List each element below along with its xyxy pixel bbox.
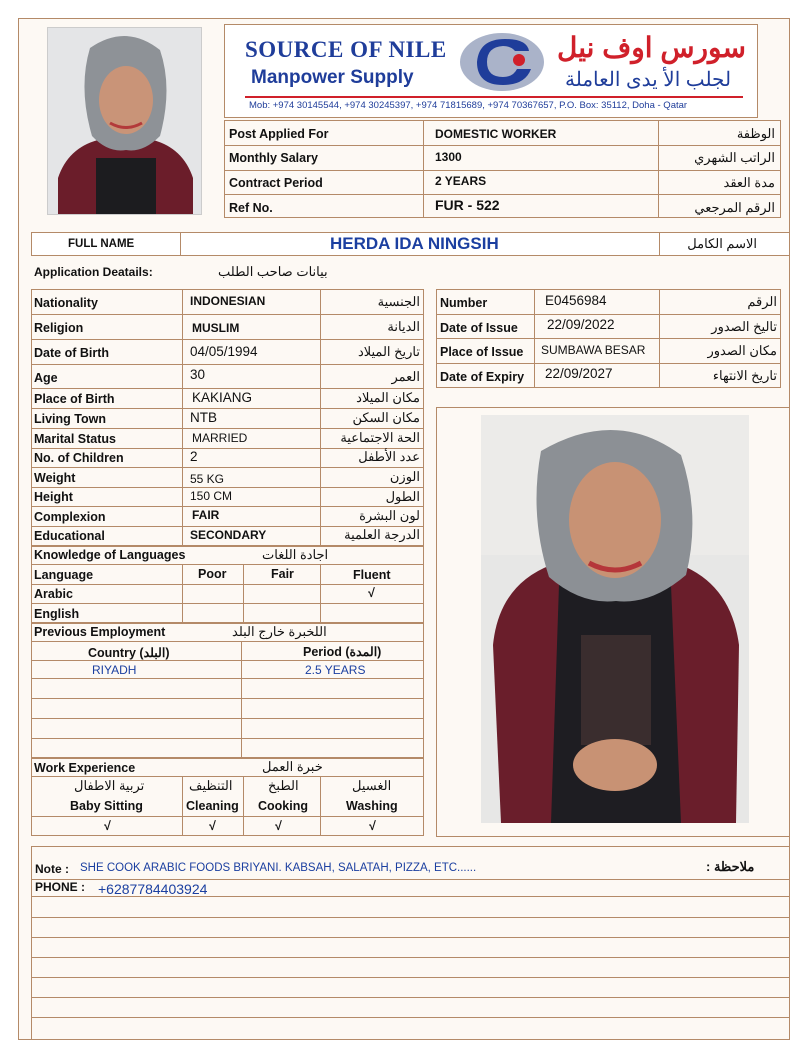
skill-cleaning-ar: التنظيف xyxy=(189,778,233,793)
skill-washing: Washing xyxy=(346,799,398,813)
languages-title-ar: اجادة اللغات xyxy=(262,547,329,562)
dob-ar: تاريخ الميلاد xyxy=(357,344,420,359)
notes-area xyxy=(31,846,790,1040)
children-ar: عدد الأطفل xyxy=(358,449,420,464)
age-label: Age xyxy=(34,371,58,385)
portrait-full xyxy=(481,415,749,823)
passport-expiry-value: 22/09/2027 xyxy=(545,366,613,381)
company-name-ar: سورس اوف نيل xyxy=(557,32,746,63)
job-info-table xyxy=(224,120,781,218)
note-label: Note : xyxy=(35,862,69,876)
skill-cleaning: Cleaning xyxy=(186,799,239,813)
living-town-ar: مكان السكن xyxy=(352,410,420,425)
full-name-row xyxy=(31,232,790,256)
children-label: No. of Children xyxy=(34,451,124,465)
height-ar: الطول xyxy=(385,489,420,504)
nationality-ar: الجنسية xyxy=(377,294,420,309)
weight-ar: الوزن xyxy=(389,469,420,484)
marital-status-ar: الحة الاجتماعية xyxy=(340,430,420,445)
work-experience-title: Work Experience xyxy=(34,761,136,775)
employment-country-header: Country (البلد) xyxy=(88,646,170,660)
children-value: 2 xyxy=(190,449,198,464)
phone-value: +6287784403924 xyxy=(98,881,208,897)
contract-period-label: Contract Period xyxy=(229,176,323,190)
passport-issue-place-ar: مكان الصدور xyxy=(707,343,777,358)
age-ar: العمر xyxy=(391,369,420,384)
lang-header-language: Language xyxy=(34,568,94,582)
post-applied-ar: الوظفة xyxy=(736,126,775,141)
work-experience-title-ar: خبرة العمل xyxy=(262,759,323,774)
lang-header-fair: Fair xyxy=(271,567,294,581)
company-tagline-en: Manpower Supply xyxy=(251,67,414,88)
skill-babysitting-ar: تربية الاطفال xyxy=(74,778,145,793)
phone-label: PHONE : xyxy=(35,880,86,894)
note-ar: ملاحظة : xyxy=(706,859,755,874)
lang-row-arabic: Arabic xyxy=(34,587,73,601)
languages-title: Knowledge of Languages xyxy=(34,548,186,562)
marital-status-value: MARRIED xyxy=(192,431,248,445)
ref-no-ar: الرقم المرجعي xyxy=(694,200,775,215)
post-applied-label: Post Applied For xyxy=(229,127,329,141)
contract-period-value: 2 YEARS xyxy=(435,174,487,188)
skill-cooking-mark: √ xyxy=(275,819,282,833)
salary-value: 1300 xyxy=(435,150,462,164)
skill-babysitting: Baby Sitting xyxy=(70,799,143,813)
dob-value: 04/05/1994 xyxy=(190,344,258,359)
company-name-en: SOURCE OF NILE xyxy=(245,37,447,62)
note-value: SHE COOK ARABIC FOODS BRIYANI. KABSAH, SALATAH, PIZZA, ETC...... xyxy=(80,862,477,874)
skill-cooking-ar: الطبخ xyxy=(268,778,299,793)
employment-title-ar: اللخبرة خارج البلد xyxy=(232,624,327,639)
company-logo-icon xyxy=(457,29,547,95)
passport-issue-date-label: Date of Issue xyxy=(440,321,518,335)
age-value: 30 xyxy=(190,367,206,382)
employment-table xyxy=(31,623,424,758)
skill-washing-mark: √ xyxy=(369,819,376,833)
nationality-label: Nationality xyxy=(34,296,98,310)
employment-period-header: Period (المدة) xyxy=(303,645,382,659)
employment-country-1: RIYADH xyxy=(92,663,137,677)
full-name-label: FULL NAME xyxy=(68,238,135,250)
place-of-birth-ar: مكان الميلاد xyxy=(356,390,420,405)
passport-issue-place-label: Place of Issue xyxy=(440,345,524,359)
lang-header-poor: Poor xyxy=(198,567,227,581)
religion-label: Religion xyxy=(34,321,84,335)
portrait-small xyxy=(47,27,202,215)
living-town-label: Living Town xyxy=(34,412,106,426)
salary-label: Monthly Salary xyxy=(229,151,318,165)
employment-period-1: 2.5 YEARS xyxy=(305,663,366,677)
post-applied-value: DOMESTIC WORKER xyxy=(435,127,557,141)
lang-row-english: English xyxy=(34,607,80,621)
skill-cooking: Cooking xyxy=(258,799,308,813)
education-value: SECONDARY xyxy=(190,528,267,542)
employment-title: Previous Employment xyxy=(34,625,166,639)
place-of-birth-label: Place of Birth xyxy=(34,392,115,406)
skill-babysitting-mark: √ xyxy=(104,819,111,833)
company-header xyxy=(224,24,758,118)
passport-table xyxy=(436,289,781,388)
complexion-label: Complexion xyxy=(34,510,106,524)
living-town-value: NTB xyxy=(190,410,217,425)
ref-no-value: FUR - 522 xyxy=(435,197,500,213)
passport-issue-date-ar: تاليخ الصدور xyxy=(711,319,777,334)
company-contact: Mob: +974 30145544, +974 30245397, +974 71815689, +974 70367657, P.O. Box: 35112, Doha - Qatar xyxy=(249,100,688,111)
complexion-ar: لون البشرة xyxy=(359,508,420,523)
passport-issue-place-value: SUMBAWA BESAR xyxy=(541,343,646,357)
application-details-ar: بيانات صاحب الطلب xyxy=(218,264,328,279)
full-name-ar: الاسم الكامل xyxy=(687,236,757,251)
work-experience-table xyxy=(31,758,424,836)
weight-label: Weight xyxy=(34,471,76,485)
application-details-label: Application Deatails: xyxy=(34,265,153,279)
height-value: 150 CM xyxy=(190,489,233,503)
contract-period-ar: مدة العقد xyxy=(723,175,775,190)
personal-info-table xyxy=(31,289,424,546)
company-tagline-ar: لجلب الأ يدى العاملة xyxy=(565,69,732,91)
skill-washing-ar: الغسيل xyxy=(352,778,392,793)
place-of-birth-value: KAKIANG xyxy=(192,390,253,405)
passport-issue-date-value: 22/09/2022 xyxy=(547,317,615,332)
education-label: Educational xyxy=(34,529,105,543)
red-divider xyxy=(245,96,743,98)
lang-header-fluent: Fluent xyxy=(353,568,391,582)
languages-table xyxy=(31,546,424,623)
weight-value: 55 KG xyxy=(190,472,225,486)
education-ar: الدرجة العلمية xyxy=(344,527,420,542)
nationality-value: INDONESIAN xyxy=(190,294,266,308)
passport-number-value: E0456984 xyxy=(545,293,607,308)
lang-arabic-fluent: √ xyxy=(368,586,375,600)
ref-no-label: Ref No. xyxy=(229,201,273,215)
marital-status-label: Marital Status xyxy=(34,432,116,446)
skill-cleaning-mark: √ xyxy=(209,819,216,833)
passport-number-ar: الرقم xyxy=(747,294,777,309)
religion-ar: الديانة xyxy=(387,319,420,334)
salary-ar: الراتب الشهري xyxy=(694,150,775,165)
height-label: Height xyxy=(34,490,73,504)
complexion-value: FAIR xyxy=(192,508,220,522)
passport-number-label: Number xyxy=(440,296,488,310)
passport-expiry-ar: تاريخ الانتهاء xyxy=(712,368,777,383)
full-name-value: HERDA IDA NINGSIH xyxy=(330,234,499,253)
religion-value: MUSLIM xyxy=(192,321,240,335)
dob-label: Date of Birth xyxy=(34,346,109,360)
passport-expiry-label: Date of Expiry xyxy=(440,370,525,384)
